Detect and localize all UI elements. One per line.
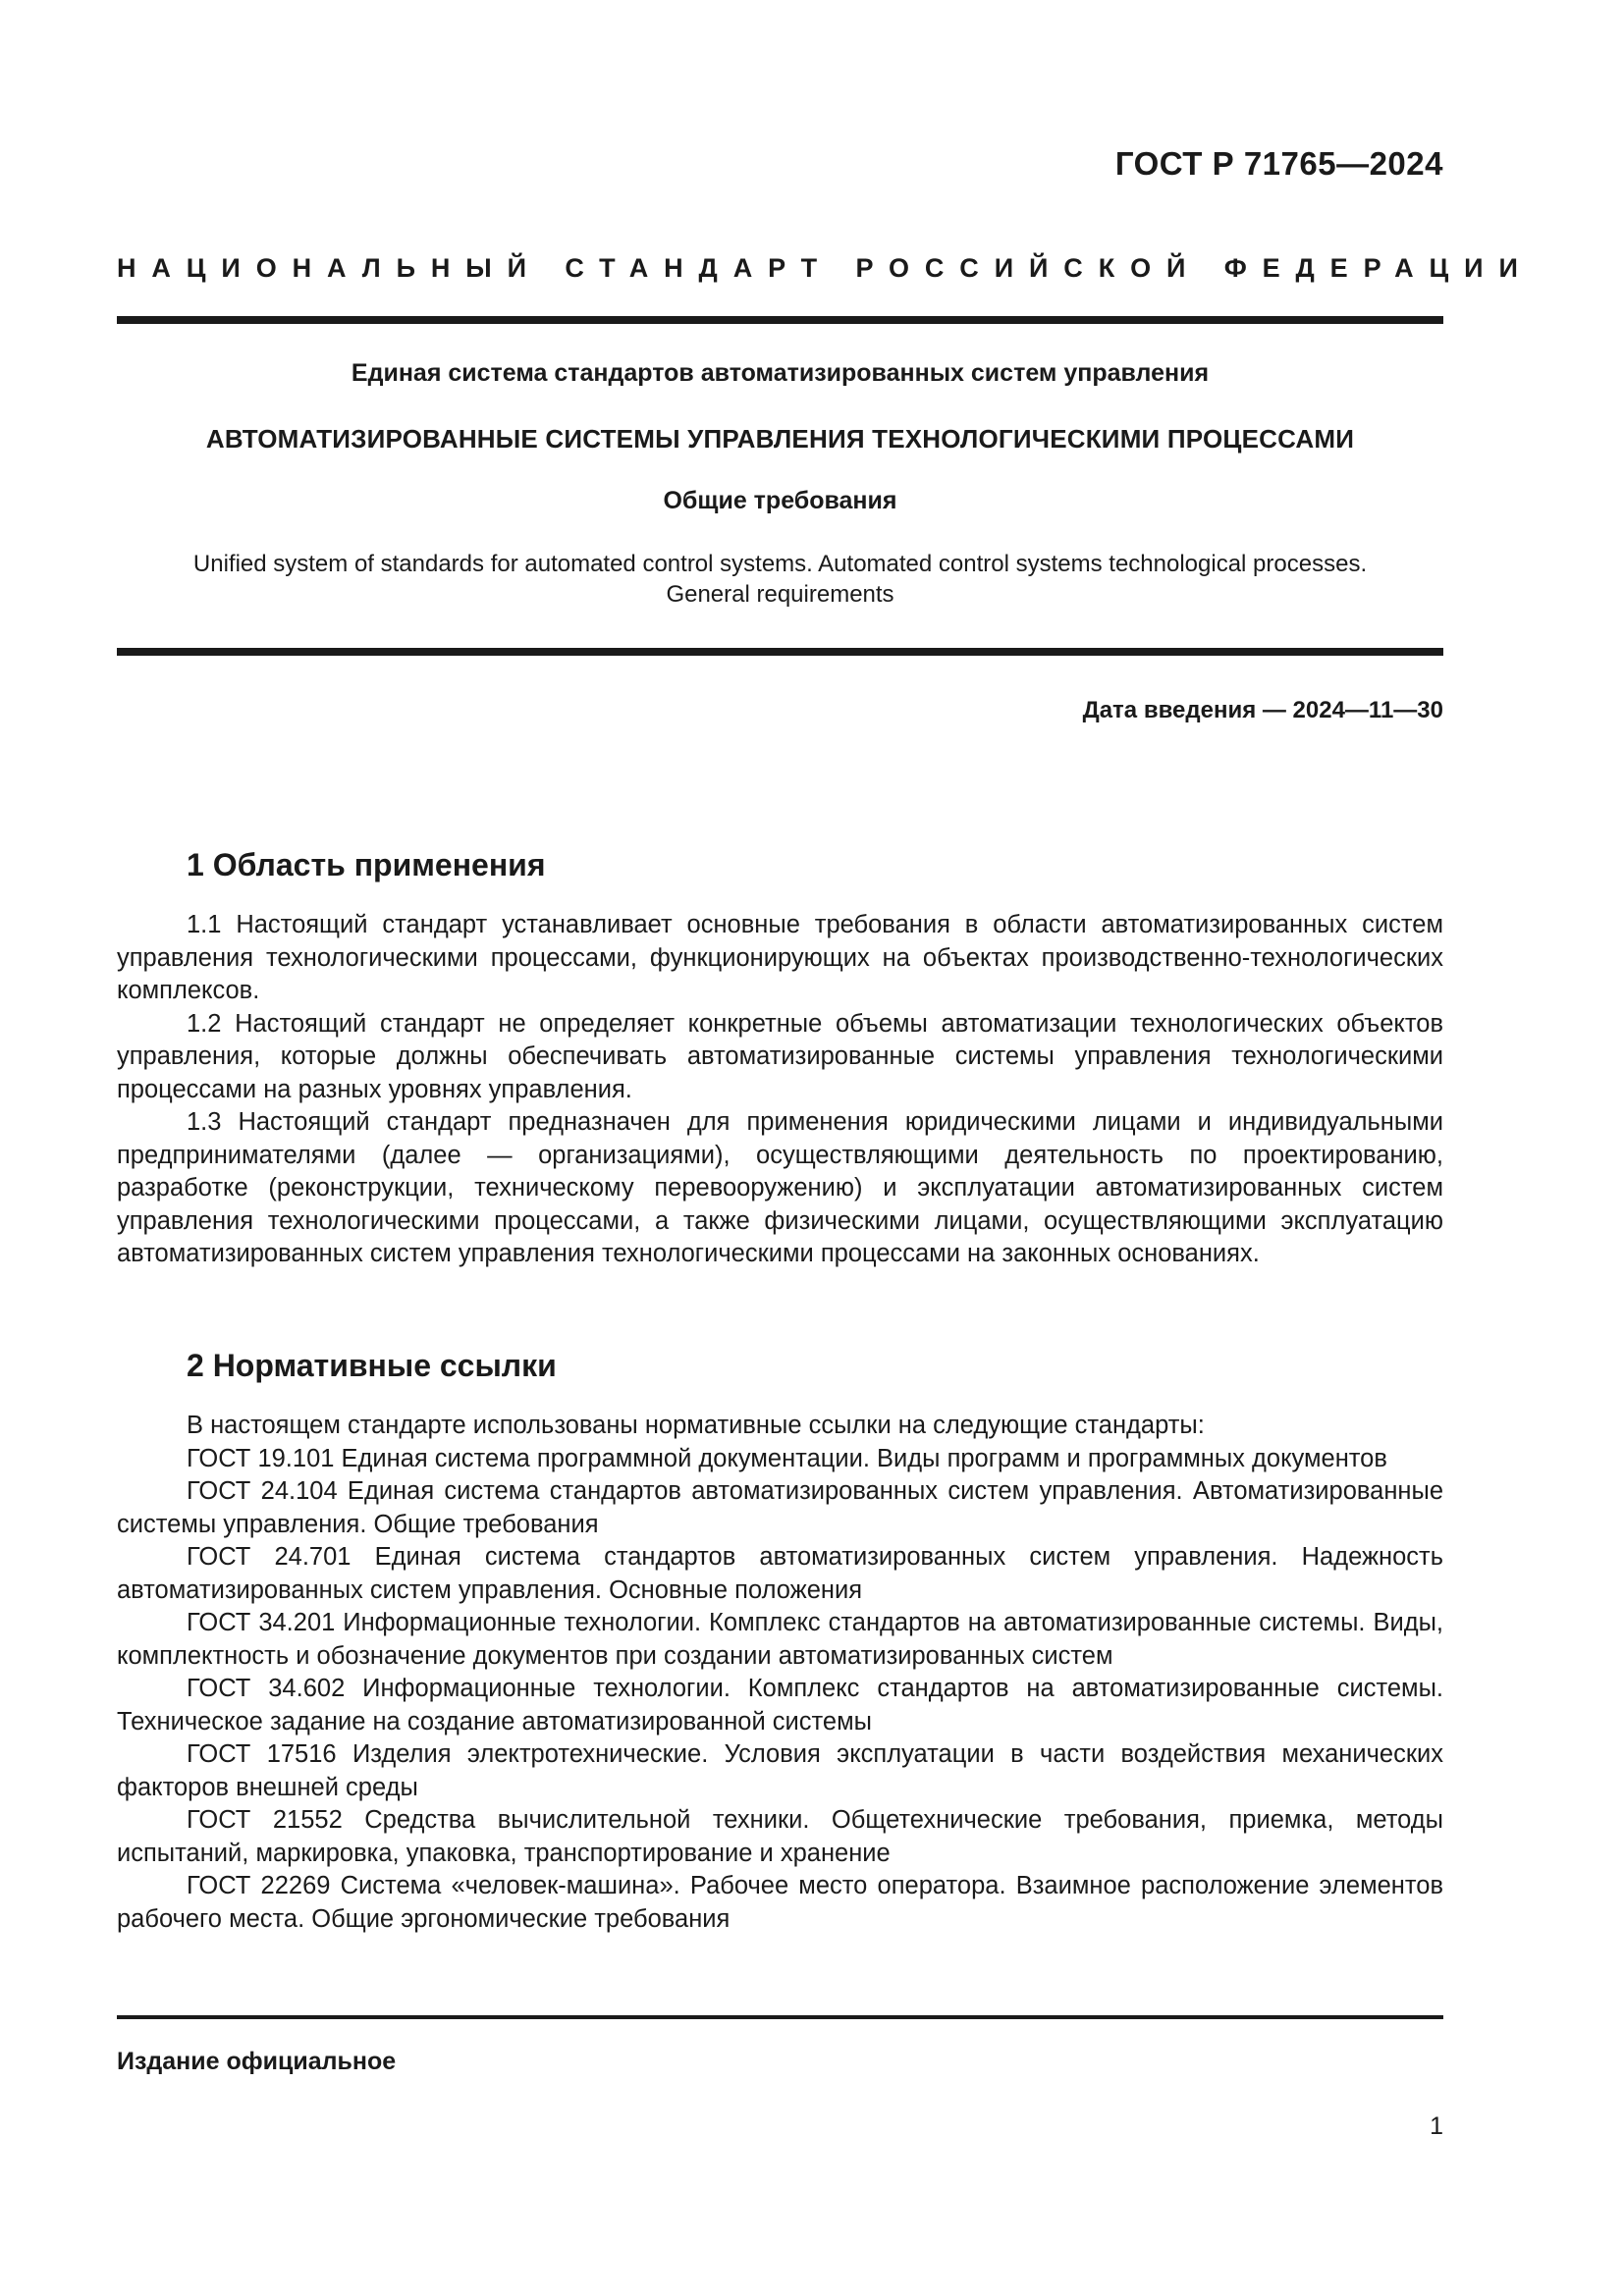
intro-date: Дата введения — 2024—11—30	[1082, 697, 1443, 723]
section-2-body	[117, 1410, 1443, 1936]
paragraph-1-1: 1.1 Настоящий стандарт устанавливает основные требования в области автоматизированных систем управления технологическими процессами, функционирующих на объектах производственно-технологических комплексов.	[117, 911, 1443, 1004]
english-title-line-2: General requirements	[666, 581, 894, 608]
official-edition-label: Издание официальное	[117, 2048, 397, 2075]
section-1-body	[117, 909, 1443, 1271]
reference-item: ГОСТ 34.602 Информационные технологии. Комплекс стандартов на автоматизированные системы. Техническое задание на создание автоматизированной системы	[117, 1675, 1443, 1735]
national-standard-banner: НАЦИОНАЛЬНЫЙ СТАНДАРТ РОССИЙСКОЙ ФЕДЕРАЦИИ	[117, 253, 1534, 283]
english-title-line-1: Unified system of standards for automated control systems. Automated control systems technological processes.	[192, 551, 1368, 577]
page-number: 1	[1430, 2112, 1443, 2140]
reference-item: ГОСТ 19.101 Единая система программной документации. Виды программ и программных документов	[187, 1444, 1387, 1472]
paragraph-1-2: 1.2 Настоящий стандарт не определяет конкретные объемы автоматизации технологических объектов управления, которые должны обеспечивать автоматизированные системы управления технологическими процессами на разных уровнях управления.	[117, 1009, 1443, 1103]
top-rule	[117, 316, 1443, 324]
reference-item: ГОСТ 21552 Средства вычислительной техники. Общетехнические требования, приемка, методы испытаний, маркировка, упаковка, транспортирование и хранение	[117, 1806, 1443, 1867]
references-intro: В настоящем стандарте использованы нормативные ссылки на следующие стандарты:	[187, 1412, 1205, 1439]
paragraph-1-3: 1.3 Настоящий стандарт предназначен для применения юридическими лицами и индивидуальными предпринимателями (далее — организациями), осуществляющими деятельность по проектированию, разработке (реконструкции, техническому перевооружению) и эксплуатации автоматизированных систем управления технологическими процессами, а также физическими лицами, осуществляющими эксплуатацию автоматизированных систем управления технологическими процессами на законных основаниях.	[117, 1108, 1443, 1267]
reference-item: ГОСТ 17516 Изделия электротехнические. Условия эксплуатации в части воздействия механических факторов внешней среды	[117, 1740, 1443, 1801]
system-title: Единая система стандартов автоматизированных систем управления	[351, 359, 1210, 387]
section-2-heading: 2 Нормативные ссылки	[187, 1348, 557, 1383]
section-1-heading: 1 Область применения	[187, 847, 546, 882]
standard-designation: ГОСТ Р 71765—2024	[1114, 145, 1443, 182]
reference-item: ГОСТ 24.104 Единая система стандартов автоматизированных систем управления. Автоматизированные системы управления. Общие требования	[117, 1477, 1443, 1538]
reference-item: ГОСТ 24.701 Единая система стандартов автоматизированных систем управления. Надежность автоматизированных систем управления. Основные положения	[117, 1543, 1443, 1604]
reference-item: ГОСТ 34.201 Информационные технологии. Комплекс стандартов на автоматизированные системы. Виды, комплектность и обозначение документов при создании автоматизированных систем	[117, 1609, 1443, 1670]
main-title: АВТОМАТИЗИРОВАННЫЕ СИСТЕМЫ УПРАВЛЕНИЯ ТЕХНОЛОГИЧЕСКИМИ ПРОЦЕССАМИ	[205, 424, 1355, 454]
title-bottom-rule	[117, 648, 1443, 656]
footer-rule	[117, 2015, 1443, 2019]
english-title	[117, 549, 1443, 610]
sub-title: Общие требования	[663, 487, 897, 514]
reference-item: ГОСТ 22269 Система «человек-машина». Рабочее место оператора. Взаимное расположение элементов рабочего места. Общие эргономические требования	[117, 1872, 1443, 1933]
